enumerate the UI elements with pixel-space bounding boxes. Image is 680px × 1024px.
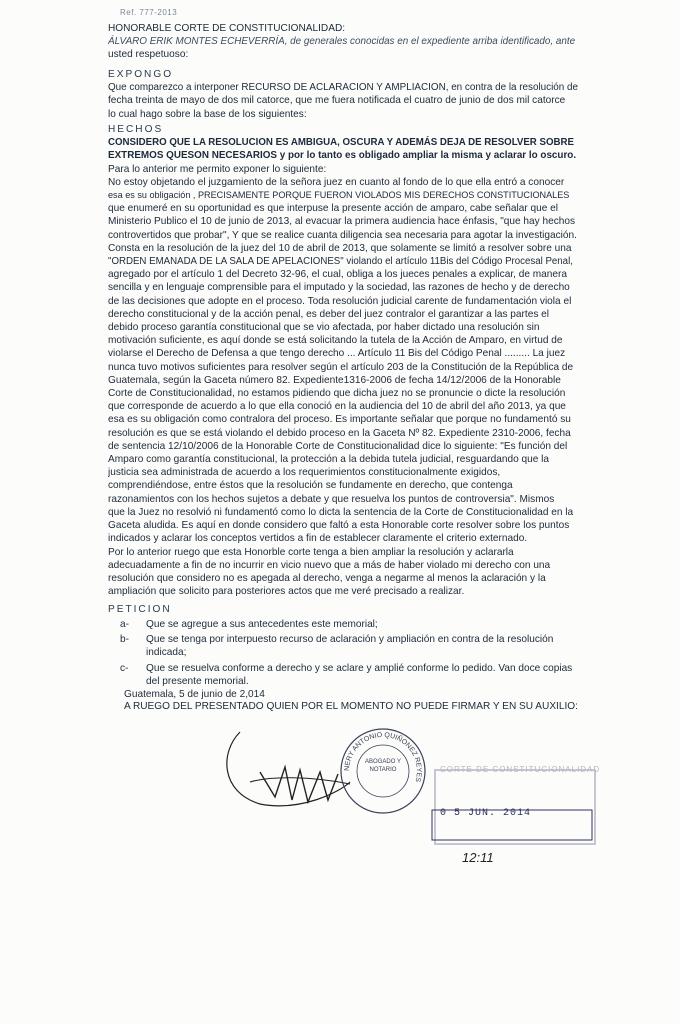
peticion-marker: c- (120, 662, 129, 674)
peticion-heading-block (108, 603, 578, 616)
hechos-bold-line: CONSIDERO QUE LA RESOLUCION ES AMBIGUA, OSCURA Y ADEMÁS DEJA DE RESOLVER SOBRE (108, 137, 574, 149)
peticion-text: Que se agregue a sus antecedentes este memorial; (146, 619, 378, 630)
hechos-line: Guatemala, según la Gaceta número 82. Expediente1316-2006 de fecha 14/12/2006 de la Honorable (108, 374, 561, 386)
peticion-item (120, 662, 580, 688)
peticion-heading: PETICION (108, 604, 172, 615)
hechos-line: Ministerio Publico el 10 de junio de 2013, al evacuar la primera audiencia hace énfasis, "que hay hechos (108, 216, 576, 228)
peticion-text: Que se tenga por interpuesto recurso de aclaración y ampliación en contra de la resolución (146, 634, 554, 646)
hechos-line: justicia sea administrada de acuerdo a los requerimientos constitucionalmente exigidos, (108, 467, 501, 479)
ruego-line: A RUEGO DEL PRESENTADO QUIEN POR EL MOMENTO NO PUEDE FIRMAR Y EN SU AUXILIO: (124, 701, 578, 712)
hechos-line: violarse el Derecho de Defensa a que tengo derecho ... Artículo 11 Bis del Código Penal ......... La juez (108, 348, 566, 360)
peticion-item (120, 618, 580, 631)
expongo-section (108, 68, 578, 121)
hechos-line: debido proceso garantía constitucional que se vio afectada, por haber dictado una resolución sin (108, 322, 540, 334)
seal-ring-text: NERY ANTONIO QUIÑONEZ REYES (343, 731, 423, 783)
hechos-line: esa es su obligación , PRECISAMENTE PORQUE FUERON VIOLADOS MIS DERECHOS CONSTITUCIONALES (108, 190, 570, 201)
hechos-line: Por lo anterior ruego que esta Honorble corte tenga a bien ampliar la resolución y aclararla (108, 546, 514, 558)
hechos-line: indicados y aclarar los conceptos vertidos a fin de establecer claramente el criterio externado. (108, 533, 528, 545)
hechos-line: que enumeré en su oportunidad es que interpuse la presente acción de amparo, cabe señalar que el (108, 203, 559, 215)
hechos-bold-line: EXTREMOS QUESON NECESARIOS y por lo tanto es obligado ampliar la misma y aclarar lo oscuro. (108, 150, 577, 162)
hechos-line: resolución que considero no es apegada al derecho, venga a negarme al menos la aclaración y la (108, 572, 546, 584)
peticion-marker: a- (120, 619, 129, 630)
hechos-line: "ORDEN EMANADA DE LA SALA DE APELACIONES" violando el artículo 11Bis del Código Procesal Penal, (108, 256, 573, 268)
hechos-line: controvertidos que probar", Y que se realice cuanta diligencia sea necesaria para agotar la investigación. (108, 229, 577, 241)
hechos-line: que la Juez no resolvió ni fundamentó como lo dicta la sentencia de la Corte de Constitucionalidad en la (108, 506, 574, 518)
hechos-line: Gaceta aludida. Es aquí en donde considero que faltó a esta Honorable corte resolver sobre los puntos (108, 520, 570, 532)
hechos-section (108, 123, 578, 598)
peticion-list (120, 618, 580, 690)
respectful-line: usted respetuoso: (108, 49, 189, 61)
signature-scrawl (200, 712, 360, 822)
handwritten-time: 12:11 (462, 850, 494, 865)
hechos-line: Consta en la resolución de la juez del 10 de abril de 2013, que solamente se limitó a resolver sobre una (108, 242, 572, 254)
peticion-text: Que se resuelva conforme a derecho y se aclare y amplié conforme lo pedido. Van doce copias (146, 662, 573, 674)
notary-seal (338, 726, 428, 816)
hechos-line: comprendiéndose, entre éstos que la resolución se fundamente en derecho, que contenga (108, 480, 513, 492)
hechos-line: Para lo anterior me permito exponer lo siguiente: (108, 163, 327, 175)
header-block (108, 22, 578, 62)
received-date: 0 5 JUN. 2014 (440, 808, 532, 819)
hechos-line: motivación suficiente, es aquí donde se está solicitando la tutela de la Acción de Amparo, en virtud de (108, 335, 563, 347)
hechos-line: razonamientos con los hechos sujetos a debate y que resuelva los puntos de controversia". Mismos (108, 493, 555, 505)
peticion-marker: b- (120, 634, 129, 646)
peticion-item (120, 633, 580, 659)
received-stamp-header: CORTE DE CONSTITUCIONALIDAD (440, 765, 601, 774)
expongo-line: Que comparezco a interponer RECURSO DE ACLARACION Y AMPLIACION, en contra de la resolución de (108, 82, 578, 94)
peticion-text: del presente memorial. (146, 675, 249, 687)
petitioner-intro: ÁLVARO ERIK MONTES ECHEVERRÍA, de generales conocidas en el expediente arriba identificado, ante (108, 36, 576, 48)
hechos-line: adecuadamente a fin de no incurrir en vicio nuevo que a más de haber violado mi derecho con una (108, 559, 551, 571)
hechos-line: que corresponde de acuerdo a lo que ella conoció en la audiencia del 10 de abril del año 2013, ya que (108, 401, 566, 413)
hechos-line: de las decisiones que adopte en el proceso. Toda resolución judicial carente de fundamentación viola el (108, 295, 572, 307)
hechos-line: No estoy objetando el juzgamiento de la señora juez en cuanto al fondo de lo que ella entró a conocer (108, 176, 565, 188)
hechos-line: derecho constitucional y de la acción penal, es deber del juez contralor el garantizar a las partes el (108, 308, 550, 320)
reference-number: Ref. 777-2013 (120, 8, 178, 17)
hechos-line: Amparo como garantía constitucional, la protección a la debida tutela judicial, resguardando que la (108, 454, 550, 466)
hechos-line: agregado por el artículo 1 del Decreto 32-96, el cual, obliga a los jueces penales a explicar, de manera (108, 269, 567, 281)
hechos-line: de sentencia 12/10/2006 de la Honorable Corte de Constitucionalidad dice lo siguiente: "Es función del (108, 440, 568, 452)
hechos-line: sencilla y en lenguaje comprensible para el imputado y la sociedad, las razones de hecho y de derecho (108, 282, 570, 294)
hechos-heading: HECHOS (108, 124, 164, 135)
expongo-line: fecha treinta de mayo de dos mil catorce, que me fuera notificada el cuatro de junio de dos mil catorce (108, 95, 566, 107)
date-line: Guatemala, 5 de junio de 2,014 (124, 689, 265, 700)
hechos-line: Corte de Constitucionalidad, no estamos pidiendo que dicha juez no se pronuncie o dicte la resolución (108, 388, 566, 400)
hechos-body (108, 163, 578, 599)
peticion-text: indicada; (146, 647, 187, 659)
hechos-line: ampliación que solicito para posteriores actos que me veré precisado a realizar. (108, 586, 465, 598)
hechos-line: esa es su obligación como contralora del proceso. Es importante señalar que porque no fundamentó su (108, 414, 571, 426)
hechos-line: resolución es que se está violando el debido proceso en la Gaceta Nº 82. Expediente 2310-2006, fecha (108, 427, 571, 439)
expongo-line: lo cual hago sobre la base de los siguientes: (108, 108, 307, 120)
hechos-line: nunca tuvo motivos suficientes para resolver según el artículo 203 de la Constitución de la República de (108, 361, 574, 373)
expongo-heading: EXPONGO (108, 69, 174, 80)
seal-center-text: ABOGADO Y NOTARIO (365, 759, 401, 773)
addressee: HONORABLE CORTE DE CONSTITUCIONALIDAD: (108, 23, 346, 34)
